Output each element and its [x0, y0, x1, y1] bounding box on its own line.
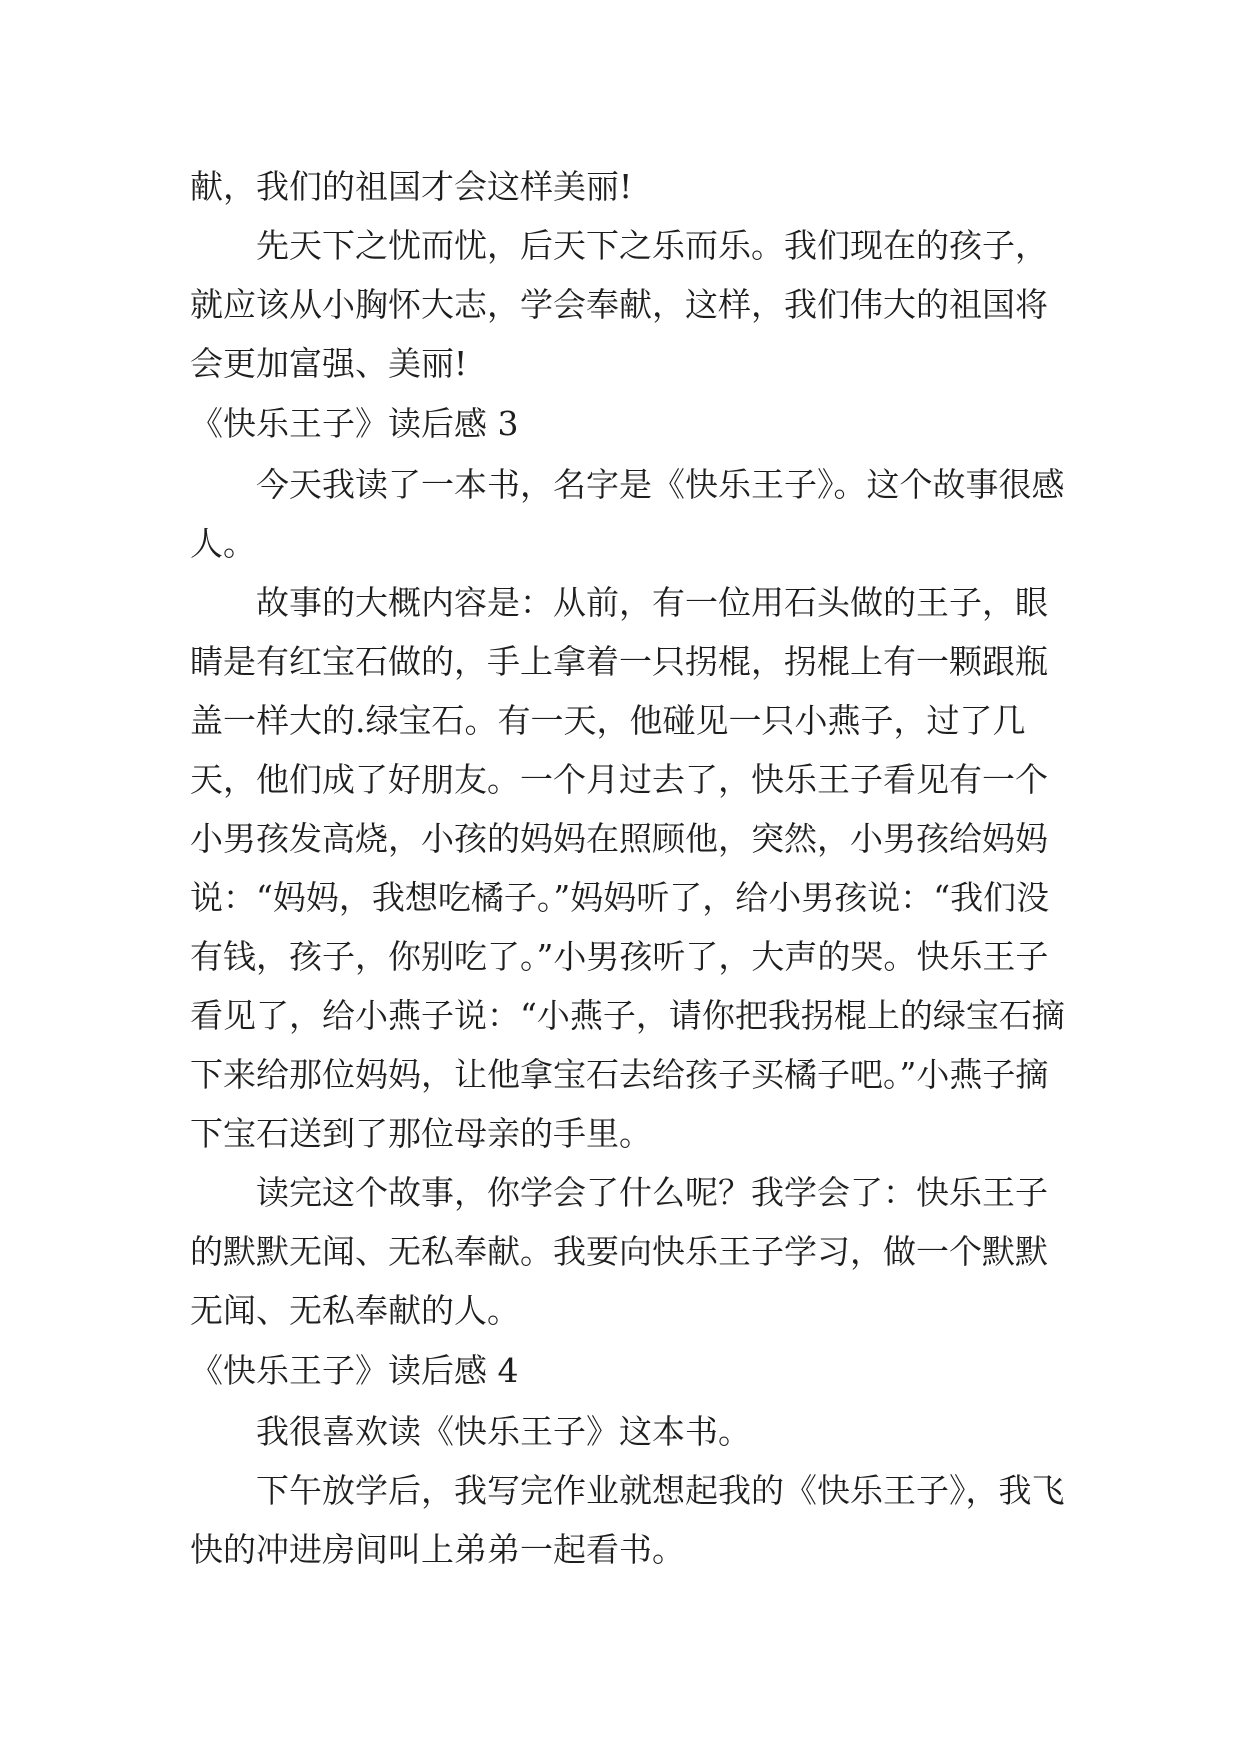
section-heading: 《快乐王子》读后感 4 [190, 1351, 519, 1390]
paragraph: 读完这个故事，你学会了什么呢？我学会了：快乐王子的默默无闻、无私奉献。我要向快乐王子学习，做一个默默无闻、无私奉献的人。 [190, 1173, 1048, 1330]
document-body [190, 157, 1070, 1579]
paragraph: 先天下之忧而忧，后天下之乐而乐。我们现在的孩子，就应该从小胸怀大志，学会奉献，这样，我们伟大的祖国将会更加富强、美丽! [190, 226, 1048, 383]
paragraph: 下午放学后，我写完作业就想起我的《快乐王子》，我飞快的冲进房间叫上弟弟一起看书。 [190, 1471, 1065, 1569]
paragraph: 今天我读了一本书，名字是《快乐王子》。这个故事很感人。 [190, 465, 1065, 563]
section-heading: 《快乐王子》读后感 3 [190, 404, 519, 443]
paragraph: 故事的大概内容是：从前，有一位用石头做的王子，眼睛是有红宝石做的，手上拿着一只拐棍，拐棍上有一颗跟瓶盖一样大的.绿宝石。有一天，他碰见一只小燕子，过了几天，他们成了好朋友。一个月过去了，快乐王子看见有一个小男孩发高烧，小孩的妈妈在照顾他，突然，小男孩给妈妈说：“妈妈，我想吃橘子。”妈妈听了，给小男孩说：“我们没有钱，孩子，你别吃了。”小男孩听了，大声的哭。快乐王子看见了，给小燕子说：“小燕子，请你把我拐棍上的绿宝石摘下来给那位妈妈，让他拿宝石去给孩子买橘子吧。”小燕子摘下宝石送到了那位母亲的手里。 [190, 583, 1065, 1153]
paragraph: 献，我们的祖国才会这样美丽! [190, 167, 633, 206]
paragraph: 我很喜欢读《快乐王子》这本书。 [256, 1412, 751, 1451]
